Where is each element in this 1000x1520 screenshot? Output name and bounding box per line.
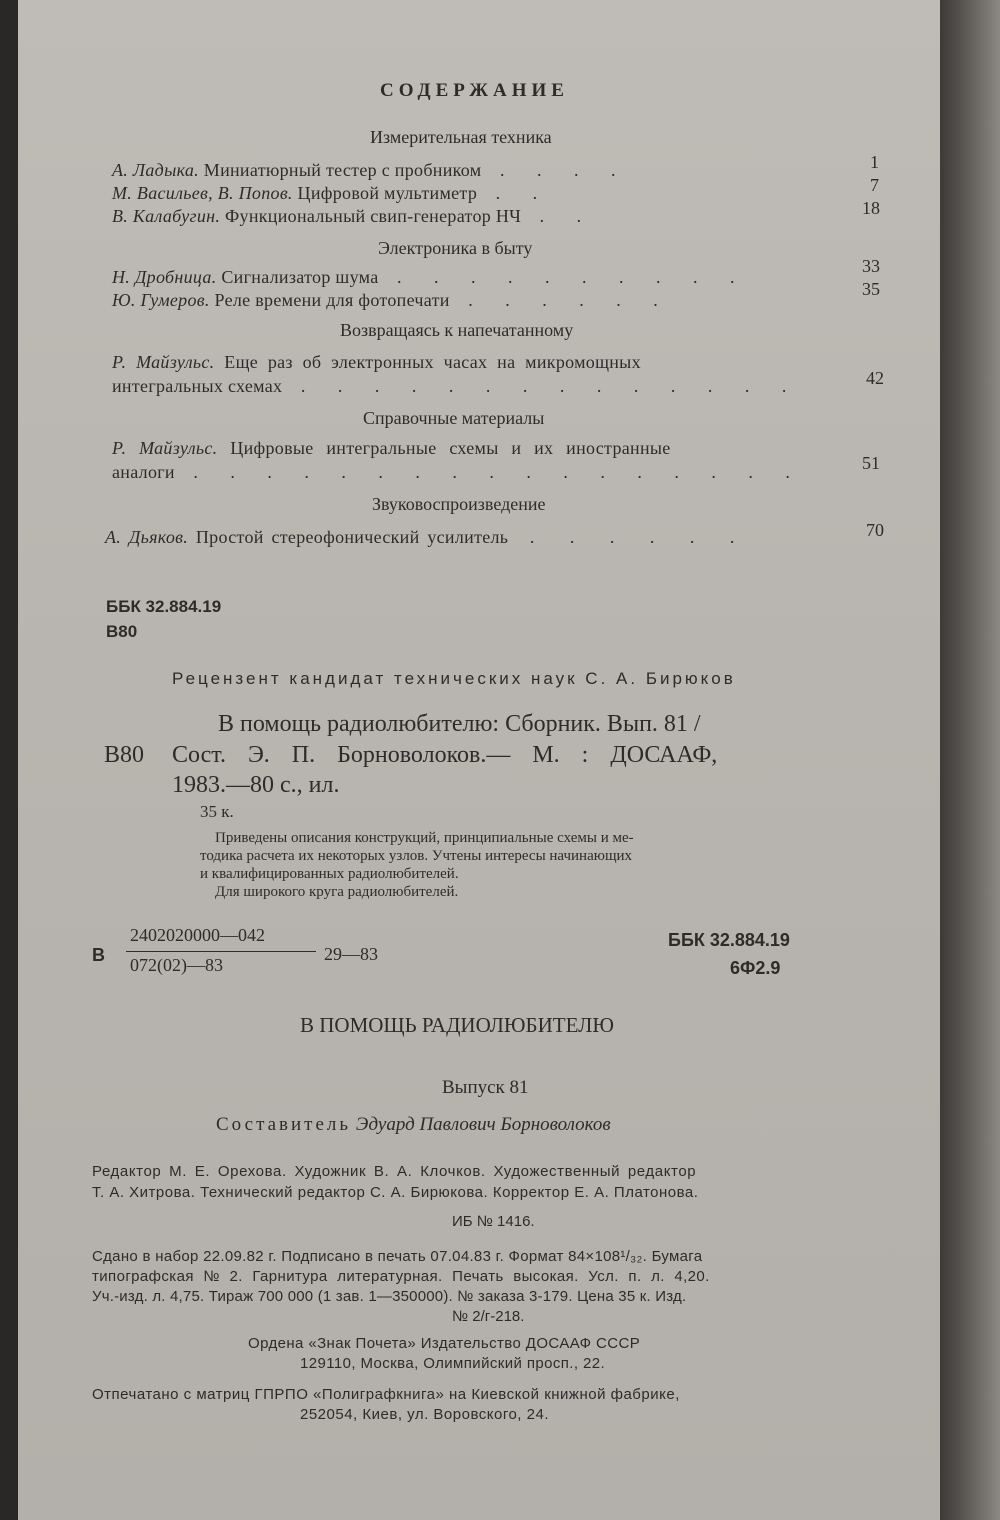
biblio-compiler: Сост. Э. П. Борноволоков.— М. : ДОСААФ,: [172, 742, 718, 768]
toc-page-number: 7: [870, 175, 879, 195]
code-letter: В: [92, 945, 105, 965]
series-title: В ПОМОЩЬ РАДИОЛЮБИТЕЛЮ: [300, 1013, 614, 1037]
toc-page-number: 42: [866, 368, 884, 388]
annotation-line: тодика расчета их некоторых узлов. Учтены интересы начинающих: [200, 848, 633, 864]
printer-line: Отпечатано с матриц ГПРПО «Полиграфкнига» на Киевской книжной фабрике,: [92, 1386, 680, 1403]
bbk-code-bottom: ББК 32.884.19: [668, 930, 790, 950]
credits-line: Редактор М. Е. Орехова. Художник В. А. Клочков. Художественный редактор: [92, 1163, 697, 1180]
imprint-line: № 2/г-218.: [452, 1308, 525, 1325]
annotation-line: Для широкого круга радиолюбителей.: [215, 884, 459, 900]
bbk-index-bottom: 6Ф2.9: [730, 958, 781, 978]
imprint-line: типографская № 2. Гарнитура литературная. Печать высокая. Усл. п. л. 4,20.: [92, 1268, 710, 1285]
imprint-line: Уч.-изд. л. 4,75. Тираж 700 000 (1 зав. 1—350000). № заказа 3-179. Цена 35 к. Изд.: [92, 1288, 687, 1305]
publisher-line: Ордена «Знак Почета» Издательство ДОСААФ СССР: [248, 1335, 641, 1352]
section-heading: Измерительная техника: [370, 127, 552, 147]
issue-number: Выпуск 81: [442, 1077, 529, 1098]
biblio-year: 1983.—80 с., ил.: [172, 772, 340, 798]
toc-entry: Р. Майзульс. Еще раз об электронных часах на микромощных: [112, 352, 641, 372]
toc-page-number: 1: [870, 152, 879, 172]
toc-page-number: 33: [862, 256, 880, 276]
section-heading: Справочные материалы: [363, 408, 545, 428]
fraction-rule: [126, 951, 316, 952]
annotation-line: и квалифицированных радиолюбителей.: [200, 866, 459, 882]
biblio-index: В80: [104, 742, 145, 768]
ib-number: ИБ № 1416.: [452, 1213, 535, 1230]
toc-page-number: 18: [862, 198, 880, 218]
contents-title: СОДЕРЖАНИЕ: [380, 80, 569, 101]
annotation-line: Приведены описания конструкций, принципиальные схемы и ме-: [215, 830, 634, 846]
toc-entry-continued: аналоги . . . . . . . . . . . . . . . . .: [112, 462, 804, 482]
bbk-code: ББК 32.884.19: [106, 597, 222, 616]
toc-page-number: 51: [862, 453, 880, 473]
toc-entry: А. Ладыка. Миниатюрный тестер с пробником . . . .: [112, 160, 630, 180]
printer-line: 252054, Киев, ул. Воровского, 24.: [300, 1406, 549, 1423]
toc-page-number: 35: [862, 279, 880, 299]
toc-entry: Р. Майзульс. Цифровые интегральные схемы и их иностранные: [112, 438, 671, 458]
compiler-line: Составитель Эдуард Павлович Борноволоков: [216, 1114, 611, 1135]
bbk-index: В80: [106, 622, 138, 641]
section-heading: Возвращаясь к напечатанному: [340, 320, 574, 340]
toc-entry-continued: интегральных схемах . . . . . . . . . . . . . .: [112, 376, 801, 396]
toc-entry: А. Дьяков. Простой стереофонический усилитель . . . . . .: [105, 527, 749, 547]
imprint-line: Сдано в набор 22.09.82 г. Подписано в печать 07.04.83 г. Формат 84×108¹/₃₂. Бумага: [92, 1248, 703, 1265]
page-edge: [940, 0, 1000, 1520]
toc-entry: Ю. Гумеров. Реле времени для фотопечати . . . . . .: [112, 290, 672, 310]
biblio-title: В помощь радиолюбителю: Сборник. Вып. 81 /: [218, 711, 701, 737]
publisher-line: 129110, Москва, Олимпийский просп., 22.: [300, 1355, 606, 1372]
toc-page-number: 70: [866, 520, 884, 540]
toc-entry: М. Васильев, В. Попов. Цифровой мультиметр . .: [112, 183, 552, 203]
biblio-price: 35 к.: [200, 802, 234, 821]
code-suffix: 29—83: [324, 944, 378, 964]
toc-entry: Н. Дробница. Сигнализатор шума . . . . . . . . . .: [112, 267, 749, 287]
credits-line: Т. А. Хитрова. Технический редактор С. А. Бирюкова. Корректор Е. А. Платонова.: [92, 1184, 699, 1201]
section-heading: Звуковоспроизведение: [372, 494, 546, 514]
toc-entry: В. Калабугин. Функциональный свип-генератор НЧ . .: [112, 206, 596, 226]
code-denominator: 072(02)—83: [130, 955, 223, 975]
section-heading: Электроника в быту: [378, 238, 533, 258]
reviewer: Рецензент кандидат технических наук С. А. Бирюков: [172, 669, 736, 688]
code-numerator: 2402020000—042: [130, 925, 265, 945]
